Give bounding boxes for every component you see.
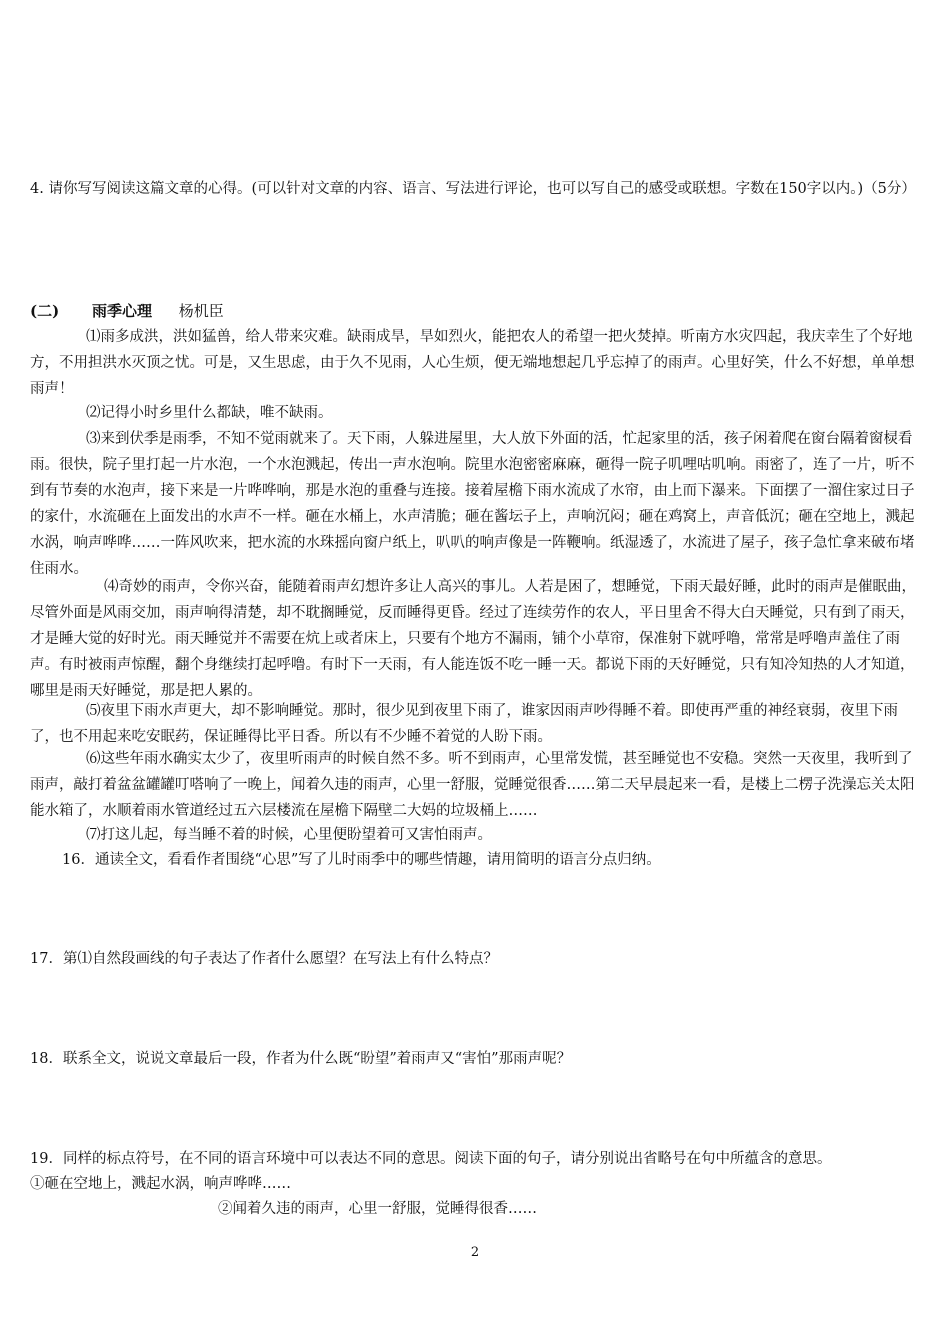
section-heading bbox=[30, 298, 224, 324]
question-19-item-1: ①砸在空地上，溅起水涡，响声哗哗…… bbox=[30, 1176, 291, 1192]
paragraph-3: ⑶来到伏季是雨季，不知不觉雨就来了。天下雨，人躲进屋里，大人放下外面的活，忙起家里的活，孩子闲着爬在窗台隔着窗棂看雨。很快，院子里打起一片水泡，一个水泡溅起，传出一声水泡响。院里水泡密密麻麻，砸得一院子叽哩咕叽响。雨密了，连了一片，听不到有节奏的水泡声，接下来是一片哗哗响，那是水泡的重叠与连接。接着屋檐下雨水流成了水帘，由上而下瀑来。下面摆了一溜住家过日子的家什，水流砸在上面发出的水声不一样。砸在水桶上，水声清脆；砸在酱坛子上，声响沉闷；砸在鸡窝上，声音低沉；砸在空地上，溅起水涡，响声哗哗……一阵风吹来，把水流的水珠摇向窗户纸上，叭叭的响声像是一阵鞭响。纸湿透了，水流进了屋子，孩子急忙拿来破布堵住雨水。 bbox=[30, 431, 915, 577]
paragraph-7: ⑺打这儿起，每当睡不着的时候，心里便盼望着可又害怕雨声。 bbox=[86, 827, 492, 843]
paragraph-6: ⑹这些年雨水确实太少了，夜里听雨声的时候自然不多。听不到雨声，心里常发慌，甚至睡觉也不安稳。突然一天夜里，我听到了雨声，敲打着盆盆罐罐叮嗒响了一晚上，闻着久违的雨声，心里一舒服，觉睡觉很香……第二天早晨起来一看，是楼上二楞子洗澡忘关太阳能水箱了，水顺着雨水管道经过五六层楼流在屋檐下隔壁二大妈的垃圾桶上…… bbox=[30, 751, 915, 819]
question-19-item-2: ②闻着久违的雨声，心里一舒服，觉睡得很香…… bbox=[218, 1201, 537, 1217]
article-author: 杨机臣 bbox=[178, 302, 224, 320]
question-18: 18．联系全文，说说文章最后一段，作者为什么既“盼望”着雨声又“害怕”那雨声呢？ bbox=[30, 1051, 572, 1067]
paragraph-1: ⑴雨多成洪，洪如猛兽，给人带来灾难。缺雨成旱，旱如烈火，能把农人的希望一把火焚掉。听南方水灾四起，我庆幸生了个好地方，不用担洪水灭顶之忧。可是，又生思虑，由于久不见雨，人心生烦，便无端地想起几乎忘掉了的雨声。心里好笑，什么不好想，单单想雨声！ bbox=[30, 329, 915, 397]
paragraph-4: ⑷奇妙的雨声，令你兴奋，能随着雨声幻想许多让人高兴的事儿。人若是困了，想睡觉，下雨天最好睡，此时的雨声是催眠曲，尽管外面是风雨交加，雨声响得清楚，却不耽搁睡觉，反而睡得更昏。经过了连续劳作的农人，平日里舍不得大白天睡觉，只有到了雨天，才是睡大觉的好时光。雨天睡觉并不需要在炕上或者床上，只要有个地方不漏雨，铺个小草帘，保准射下就呼噜，常常是呼噜声盖住了雨声。有时被雨声惊醒，翻个身继续打起呼噜。有时下一天雨，有人能连饭不吃一睡一天。都说下雨的天好睡觉，只有知冷知热的人才知道，哪里是雨天好睡觉，那是把人累的。 bbox=[30, 579, 916, 699]
question-4: 4. 请你写写阅读这篇文章的心得。(可以针对文章的内容、语言、写法进行评论，也可以写自己的感受或联想。字数在150字以内。)（5分） bbox=[30, 181, 916, 197]
question-16: 16．通读全文，看看作者围绕“心思”写了儿时雨季中的哪些情趣，请用简明的语言分点归纳。 bbox=[62, 852, 661, 868]
article-title: 雨季心理 bbox=[91, 302, 152, 320]
section-number: (二) bbox=[30, 302, 60, 320]
question-17: 17．第⑴自然段画线的句子表达了作者什么愿望？在写法上有什么特点？ bbox=[30, 951, 498, 967]
page-number: 2 bbox=[470, 1245, 480, 1260]
paragraph-2: ⑵记得小时乡里什么都缺，唯不缺雨。 bbox=[86, 405, 333, 421]
question-19: 19．同样的标点符号，在不同的语言环境中可以表达不同的意思。阅读下面的句子，请分别说出省略号在句中所蕴含的意思。 bbox=[30, 1151, 832, 1167]
paragraph-5: ⑸夜里下雨水声更大，却不影响睡觉。那时，很少见到夜里下雨了，谁家因雨声吵得睡不着。即使再严重的神经衰弱，夜里下雨了，也不用起来吃安眠药，保证睡得比平日香。所以有不少睡不着觉的人盼下雨。 bbox=[30, 703, 898, 745]
